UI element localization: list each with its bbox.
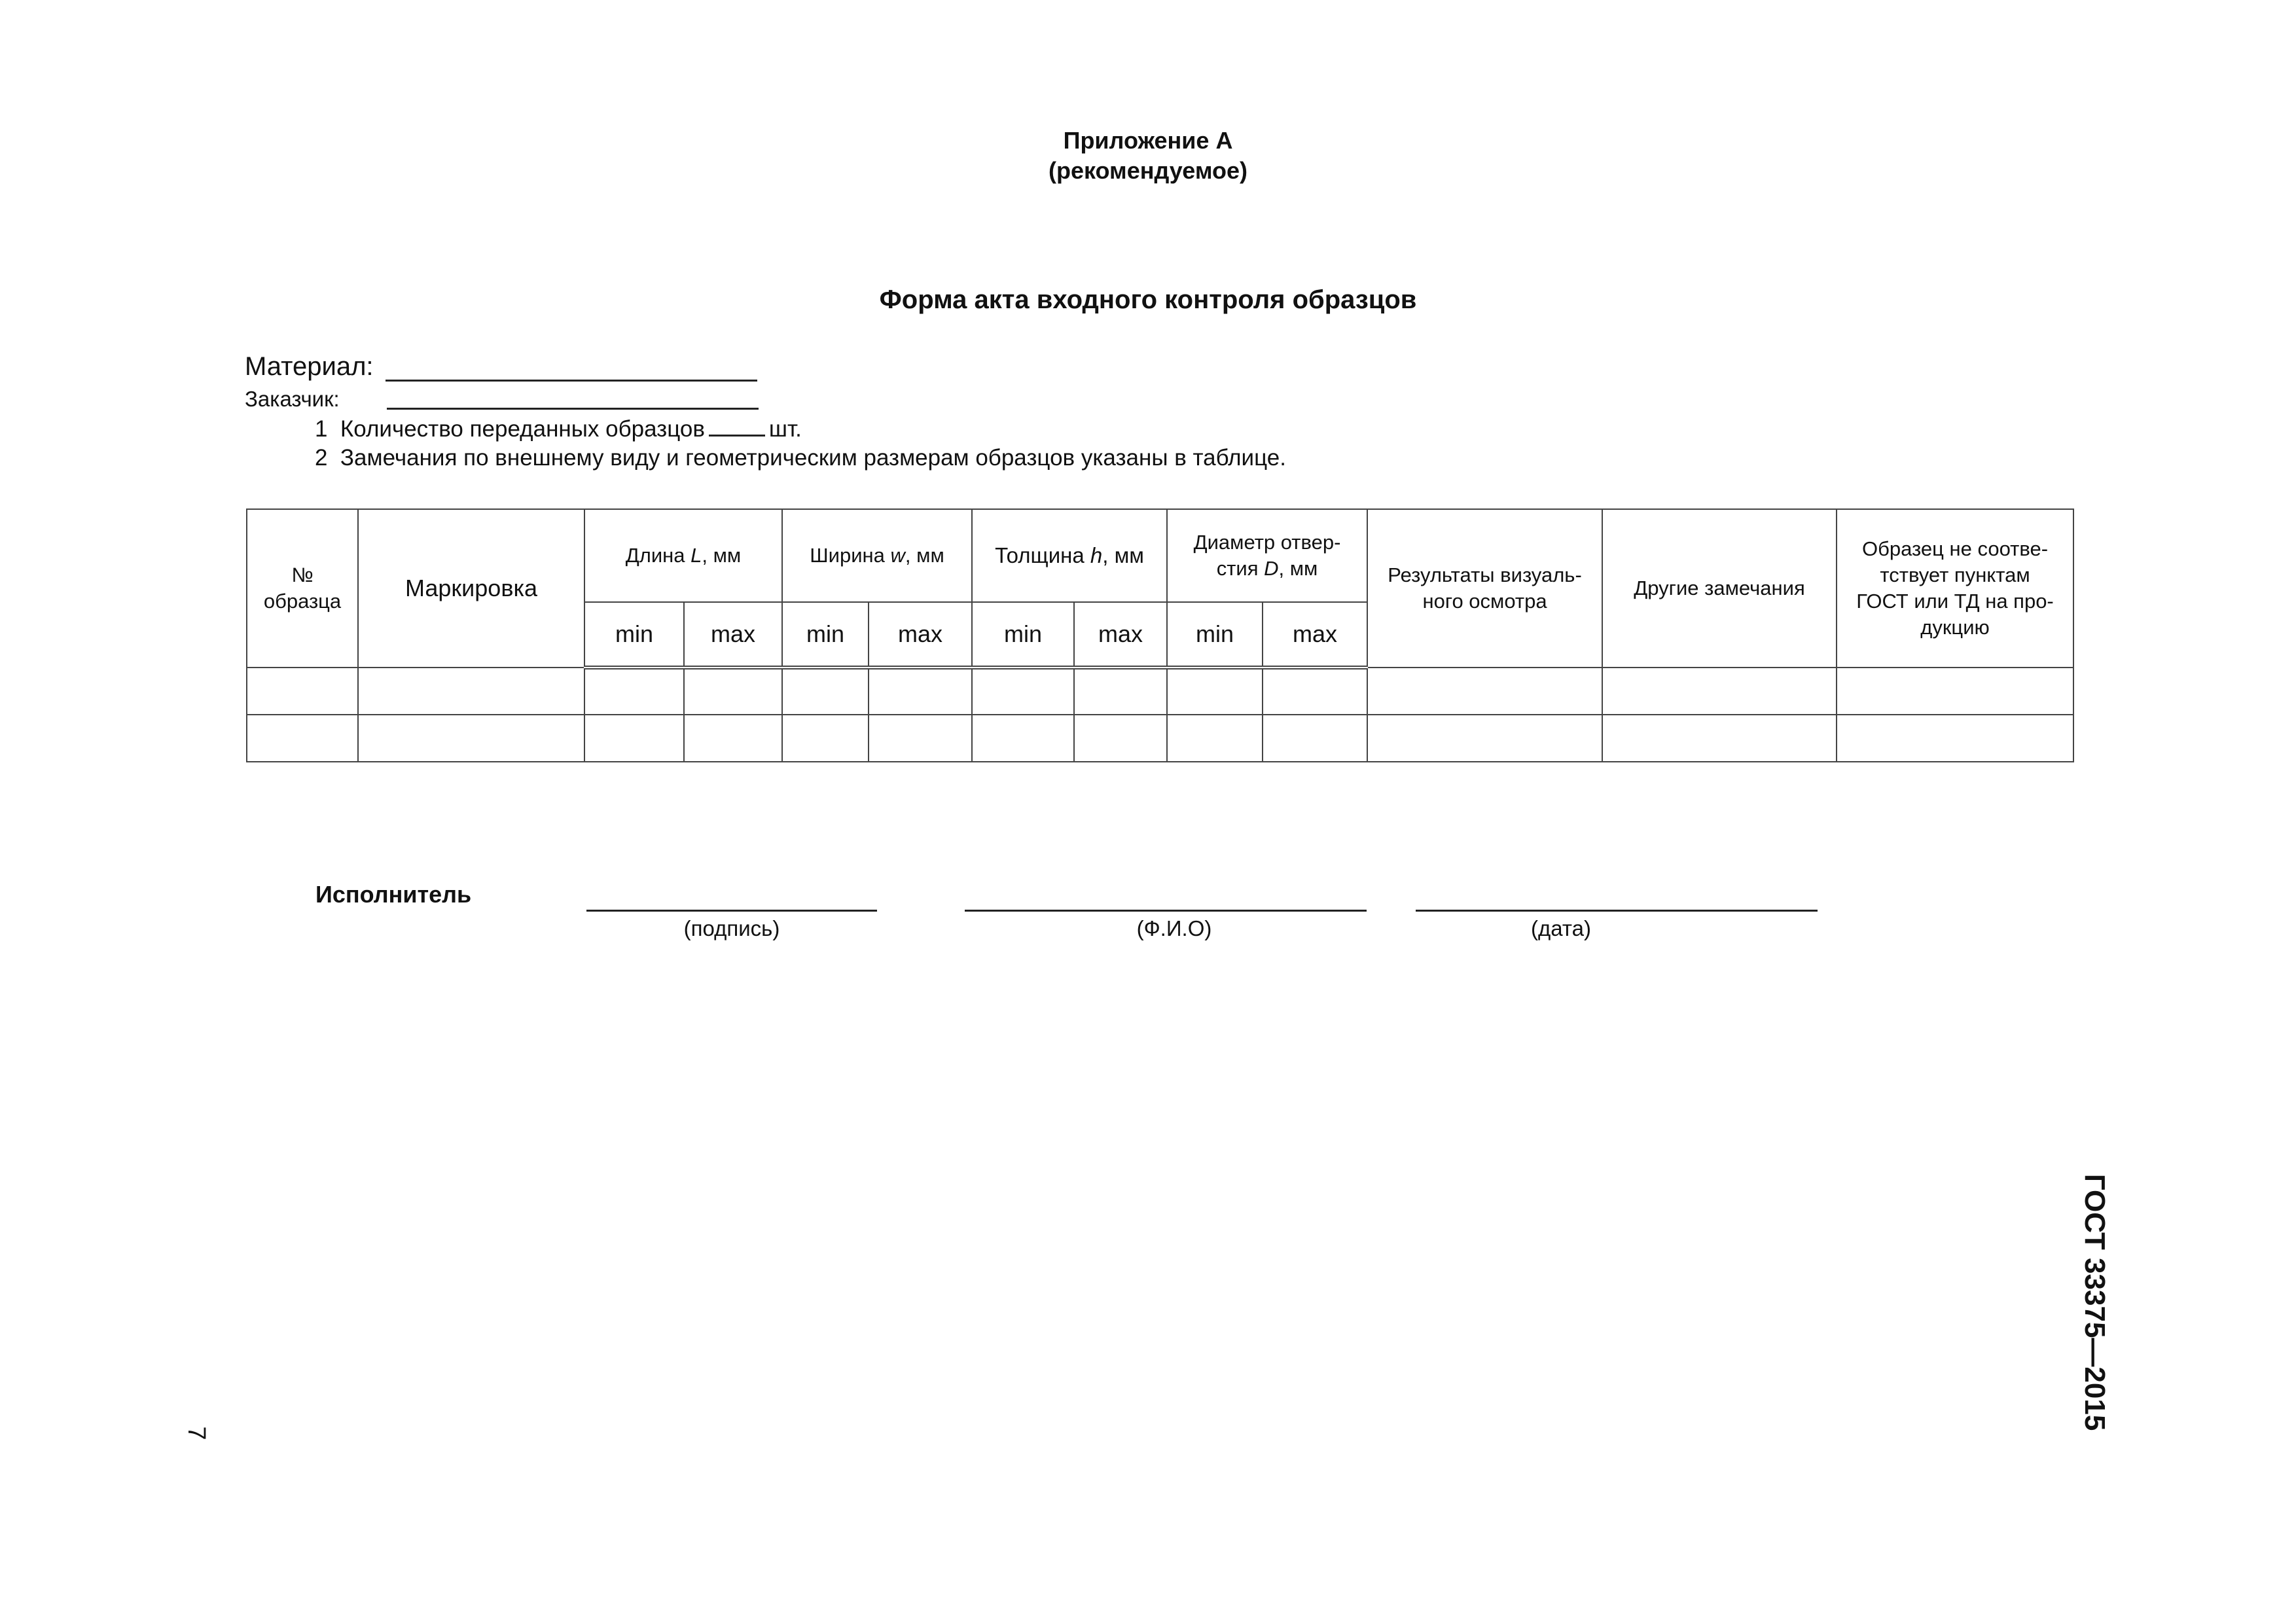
header-visual-line1: Результаты визуаль-: [1388, 563, 1582, 586]
table-cell[interactable]: [1263, 668, 1367, 715]
table-cell[interactable]: [247, 668, 358, 715]
date-line[interactable]: [1416, 910, 1818, 912]
item-2-number: 2: [315, 445, 328, 471]
header-length-var: L: [691, 544, 702, 567]
item-2: [315, 444, 1286, 473]
item-1-text: Количество переданных образцов: [340, 416, 705, 442]
header-diameter-line2: [1173, 556, 1361, 582]
header-visual-results: [1367, 509, 1602, 668]
subheader-length-min: min: [584, 602, 684, 668]
table-cell[interactable]: [1074, 715, 1167, 762]
header-length-unit: , мм: [702, 544, 742, 567]
table-cell[interactable]: [782, 715, 869, 762]
header-visual-line2: ного осмотра: [1422, 590, 1547, 613]
header-nonconformity-line2: тствует пунктам: [1880, 563, 2030, 586]
header-nonconformity-line1: Образец не соотве-: [1862, 537, 2049, 560]
header-thickness: [972, 509, 1167, 602]
header-length-prefix: Длина: [625, 544, 691, 567]
sample-count-field[interactable]: [709, 415, 765, 437]
header-sample-number-word: образца: [263, 590, 342, 613]
table-row: [247, 715, 2073, 762]
header-thickness-prefix: Толщина: [995, 543, 1090, 567]
full-name-caption: (Ф.И.О): [1136, 916, 1212, 940]
header-thickness-var: h: [1090, 543, 1103, 567]
table-cell[interactable]: [584, 668, 684, 715]
customer-field[interactable]: [387, 408, 759, 410]
table-cell[interactable]: [972, 715, 1074, 762]
table-cell[interactable]: [358, 668, 584, 715]
table-cell[interactable]: [782, 668, 869, 715]
subheader-diameter-max: max: [1263, 602, 1367, 668]
table-cell[interactable]: [1837, 668, 2073, 715]
header-width: [782, 509, 972, 602]
item-1-number: 1: [315, 416, 328, 442]
header-width-var: w: [890, 544, 905, 567]
table-cell[interactable]: [1837, 715, 2073, 762]
table-cell[interactable]: [972, 668, 1074, 715]
table-cell[interactable]: [358, 715, 584, 762]
signature-caption: (подпись): [683, 916, 780, 940]
table-cell[interactable]: [684, 715, 782, 762]
subheader-width-min: min: [782, 602, 869, 668]
header-width-prefix: Ширина: [810, 544, 891, 567]
header-diameter-line1: Диаметр отвер-: [1193, 531, 1341, 554]
subheader-thickness-max: max: [1074, 602, 1167, 668]
material-label: Материал:: [245, 352, 374, 381]
table-cell[interactable]: [1167, 715, 1263, 762]
signature-line[interactable]: [586, 910, 877, 912]
table-cell[interactable]: [684, 668, 782, 715]
table-row: [247, 668, 2073, 715]
table-cell[interactable]: [869, 668, 972, 715]
header-diameter-unit: , мм: [1278, 557, 1318, 580]
table-cell[interactable]: [1367, 668, 1602, 715]
item-1: [315, 415, 802, 444]
header-thickness-unit: , мм: [1102, 543, 1144, 567]
annex-title: Приложение А: [1063, 127, 1233, 154]
header-diameter: [1167, 509, 1367, 602]
header-diameter-prefix: стия: [1216, 557, 1265, 580]
header-sample-number-symbol: №: [291, 563, 314, 586]
table-cell[interactable]: [1602, 715, 1837, 762]
header-marking: Маркировка: [358, 509, 584, 668]
table-cell[interactable]: [1074, 668, 1167, 715]
item-2-text: Замечания по внешнему виду и геометрическим размерам образцов указаны в таблице.: [340, 445, 1286, 471]
subheader-width-max: max: [869, 602, 972, 668]
table-cell[interactable]: [247, 715, 358, 762]
results-table: [246, 508, 2074, 762]
header-other-remarks: Другие замечания: [1602, 509, 1837, 668]
item-1-unit: шт.: [768, 416, 802, 442]
standard-code: ГОСТ 33375—2015: [2079, 1173, 2111, 1431]
table-cell[interactable]: [869, 715, 972, 762]
table-cell[interactable]: [584, 715, 684, 762]
annex-status: (рекомендуемое): [1049, 157, 1247, 184]
header-nonconformity-line4: дукцию: [1920, 616, 1990, 639]
header-nonconformity-line3: ГОСТ или ТД на про-: [1856, 590, 2054, 613]
header-width-unit: , мм: [905, 544, 944, 567]
header-nonconformity: [1837, 509, 2073, 668]
header-length: [584, 509, 782, 602]
executor-label: Исполнитель: [315, 881, 472, 908]
table-body: [247, 668, 2073, 762]
subheader-length-max: max: [684, 602, 782, 668]
header-sample-number: [247, 509, 358, 668]
table-cell[interactable]: [1167, 668, 1263, 715]
full-name-line[interactable]: [965, 910, 1367, 912]
customer-label: Заказчик:: [245, 387, 340, 411]
page-number: 7: [183, 1426, 210, 1440]
material-field[interactable]: [386, 380, 757, 382]
header-diameter-var: D: [1264, 557, 1279, 580]
table-cell[interactable]: [1263, 715, 1367, 762]
date-caption: (дата): [1531, 916, 1591, 940]
table-cell[interactable]: [1602, 668, 1837, 715]
subheader-thickness-min: min: [972, 602, 1074, 668]
form-title: Форма акта входного контроля образцов: [879, 285, 1417, 314]
table-cell[interactable]: [1367, 715, 1602, 762]
subheader-diameter-min: min: [1167, 602, 1263, 668]
